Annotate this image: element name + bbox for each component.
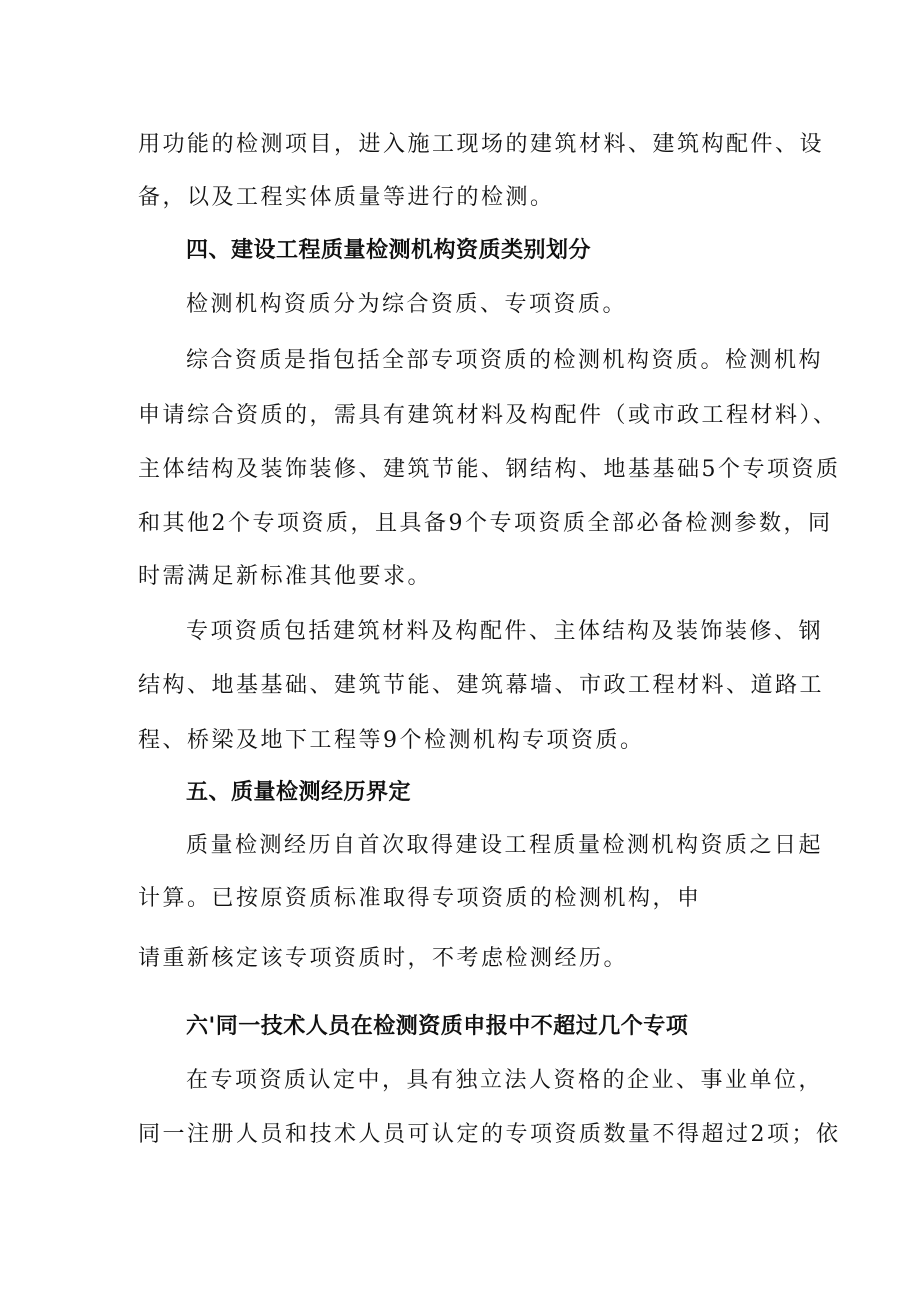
paragraph-line: 结构、地基基础、建筑节能、建筑幕墙、市政工程材料、道路工 [138, 673, 825, 698]
paragraph-line: 在专项资质认定中，具有独立法人资格的企业、事业单位， [186, 1068, 824, 1093]
paragraph-line: 时需满足新标准其他要求。 [138, 564, 433, 589]
paragraph-line: 计算。已按原资质标准取得专项资质的检测机构，申 [138, 886, 702, 911]
paragraph-line: 同一注册人员和技术人员可认定的专项资质数量不得超过2项；依 [138, 1122, 841, 1147]
paragraph-line: 申请综合资质的，需具有建筑材料及构配件（或市政工程材料）、 [138, 403, 838, 428]
section-heading: 四、建设工程质量检测机构资质类别划分 [186, 238, 592, 263]
paragraph-line: 用功能的检测项目，进入施工现场的建筑材料、建筑构配件、设 [138, 132, 825, 157]
paragraph-line: 检测机构资质分为综合资质、专项资质。 [186, 292, 628, 317]
paragraph-line: 综合资质是指包括全部专项资质的检测机构资质。检测机构 [186, 348, 824, 373]
paragraph-line: 质量检测经历自首次取得建设工程质量检测机构资质之日起 [186, 833, 824, 858]
paragraph-line: 程、桥梁及地下工程等9个检测机构专项资质。 [138, 728, 645, 753]
paragraph-line: 和其他2个专项资质，且具备9个专项资质全部必备检测参数，同 [138, 511, 833, 536]
section-heading: 五、质量检测经历界定 [186, 780, 412, 805]
paragraph-line: 专项资质包括建筑材料及构配件、主体结构及装饰装修、钢 [186, 619, 824, 644]
paragraph-line: 备，以及工程实体质量等进行的检测。 [138, 185, 555, 210]
section-heading: 六'同一技术人员在检测资质申报中不超过几个专项 [186, 1014, 689, 1039]
paragraph-line: 请重新核定该专项资质时，不考虑检测经历。 [138, 946, 629, 971]
paragraph-line: 主体结构及装饰装修、建筑节能、钢结构、地基基础5个专项资质 [138, 457, 841, 482]
